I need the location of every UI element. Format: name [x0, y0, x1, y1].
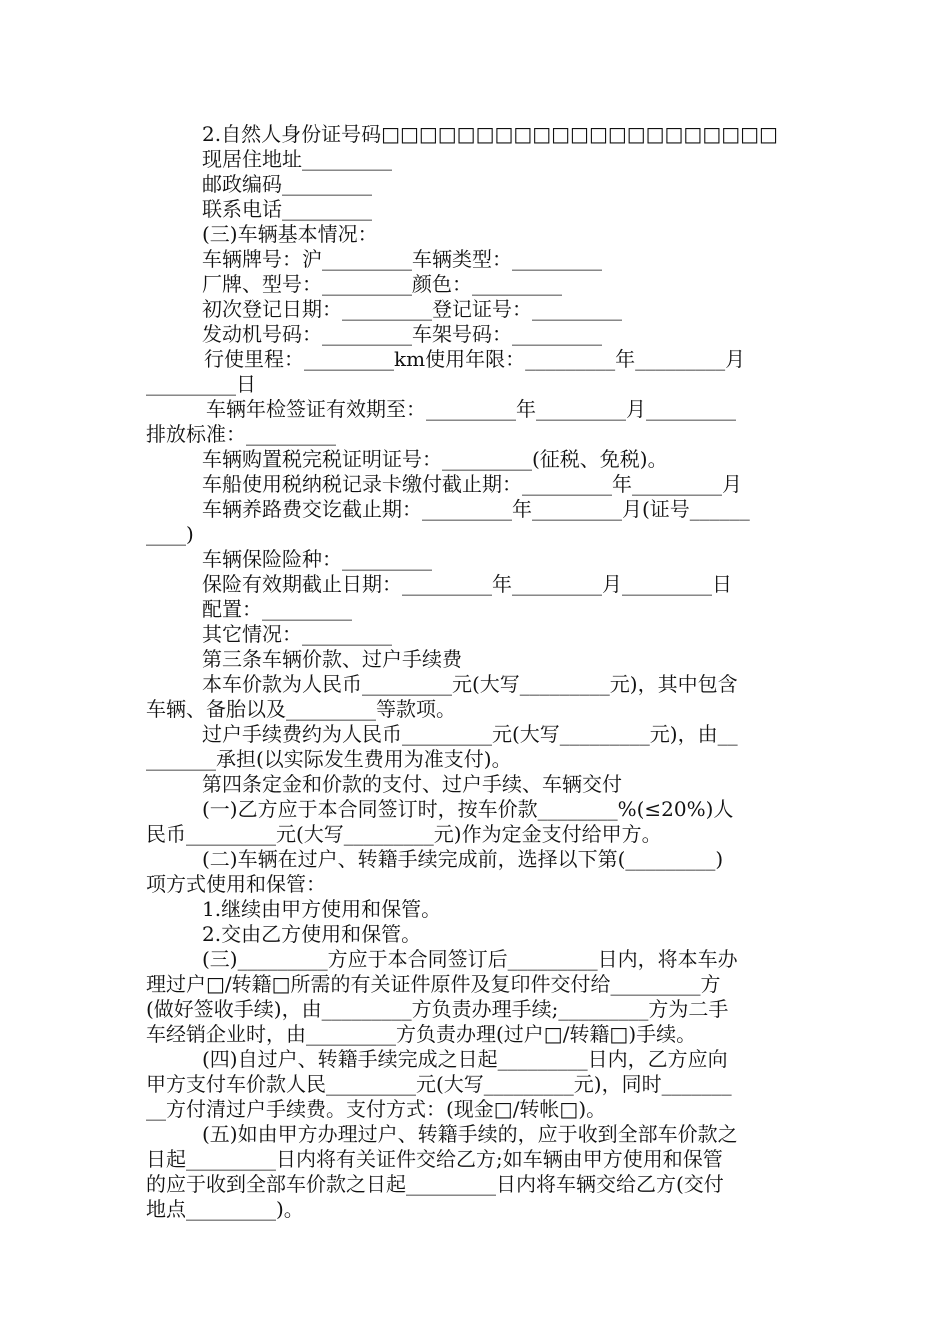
line-config: 配置：_________: [202, 597, 352, 621]
line-option-1: 1.继续由甲方使用和保管。: [202, 897, 442, 921]
line-reg-date: 初次登记日期：_________登记证号：_________: [202, 297, 622, 321]
line-insurance-type: 车辆保险险种：_________: [202, 547, 432, 571]
line-purchase-tax: 车辆购置税完税证明证号：_________(征税、免税)。: [202, 447, 668, 471]
line-id-number: 2.自然人身份证号码□□□□□□□□□□□□□□□□□□□□□: [202, 122, 778, 146]
line-postcode: 邮政编码_________: [202, 172, 372, 196]
line-insurance-date: 保险有效期截止日期：_________年_________月_________日: [202, 572, 732, 596]
line-custody-2: 项方式使用和保管：: [146, 872, 326, 896]
line-fee-2: _______承担(以实际发生费用为准支付)。: [146, 747, 512, 771]
line-fee-1: 过户手续费约为人民币_________元(大写_________元)，由__: [202, 722, 738, 746]
line-payment-3: __方付清过户手续费。支付方式：(现金□/转帐□)。: [146, 1097, 607, 1121]
line-payment-2: 甲方支付车价款人民_________元(大写_________元)，同时_______: [146, 1072, 732, 1096]
line-delivery-3: 的应于收到全部车价款之日起_________日内将车辆交给乙方(交付: [146, 1172, 724, 1196]
line-inspection-2: 排放标准：_________: [146, 422, 336, 446]
line-article-3: 第三条车辆价款、过户手续费: [202, 647, 462, 671]
line-mileage-2: _________日: [146, 372, 256, 396]
line-option-2: 2.交由乙方使用和保管。: [202, 922, 422, 946]
line-article-4: 第四条定金和价款的支付、过户手续、车辆交付: [202, 772, 622, 796]
line-other: 其它情况：_________: [202, 622, 392, 646]
line-price-1: 本车价款为人民币_________元(大写_________元)，其中包含: [202, 672, 738, 696]
contract-page-body: [146, 122, 810, 1222]
line-road-fee-1: 车辆养路费交讫截止期：_________年_________月(证号______: [202, 497, 750, 521]
line-brand-color: 厂牌、型号：_________颜色：_________: [202, 272, 562, 296]
line-transfer-2: 理过户□/转籍□所需的有关证件原件及复印件交付给_________方: [146, 972, 721, 996]
line-transfer-4: 车经销企业时，由_________方负责办理(过户□/转籍□)手续。: [146, 1022, 697, 1046]
line-payment-1: (四)自过户、转籍手续完成之日起_________日内，乙方应向: [202, 1047, 728, 1071]
line-road-fee-2: ____): [146, 522, 194, 546]
line-vehicle-section: (三)车辆基本情况：: [202, 222, 378, 246]
line-deposit-1: (一)乙方应于本合同签订时，按车价款________%(≤20%)人: [202, 797, 734, 821]
line-delivery-4: 地点_________)。: [146, 1197, 304, 1221]
line-delivery-2: 日起_________日内将有关证件交给乙方;如车辆由甲方使用和保管: [146, 1147, 723, 1171]
line-custody-1: (二)车辆在过户、转籍手续完成前，选择以下第(_________): [202, 847, 724, 871]
line-address: 现居住地址_________: [202, 147, 392, 171]
line-price-2: 车辆、备胎以及_________等款项。: [146, 697, 456, 721]
line-vessel-tax: 车船使用税纳税记录卡缴付截止期：_________年_________月: [202, 472, 742, 496]
line-delivery-1: (五)如由甲方办理过户、转籍手续的，应于收到全部车价款之: [202, 1122, 738, 1146]
line-phone: 联系电话_________: [202, 197, 372, 221]
line-plate-type: 车辆牌号：沪_________车辆类型：_________: [202, 247, 602, 271]
line-transfer-1: (三)_________方应于本合同签订后_________日内，将本车办: [202, 947, 738, 971]
line-deposit-2: 民币_________元(大写_________元)作为定金支付给甲方。: [146, 822, 662, 846]
line-mileage-1: 行使里程：_________km使用年限：_________年_________月: [204, 347, 746, 371]
line-transfer-3: (做好签收手续)，由_________方负责办理手续;_________方为二手: [146, 997, 729, 1021]
line-engine-frame: 发动机号码：_________车架号码：_________: [202, 322, 602, 346]
line-inspection-1: 车辆年检签证有效期至：_________年_________月_________: [206, 397, 736, 421]
